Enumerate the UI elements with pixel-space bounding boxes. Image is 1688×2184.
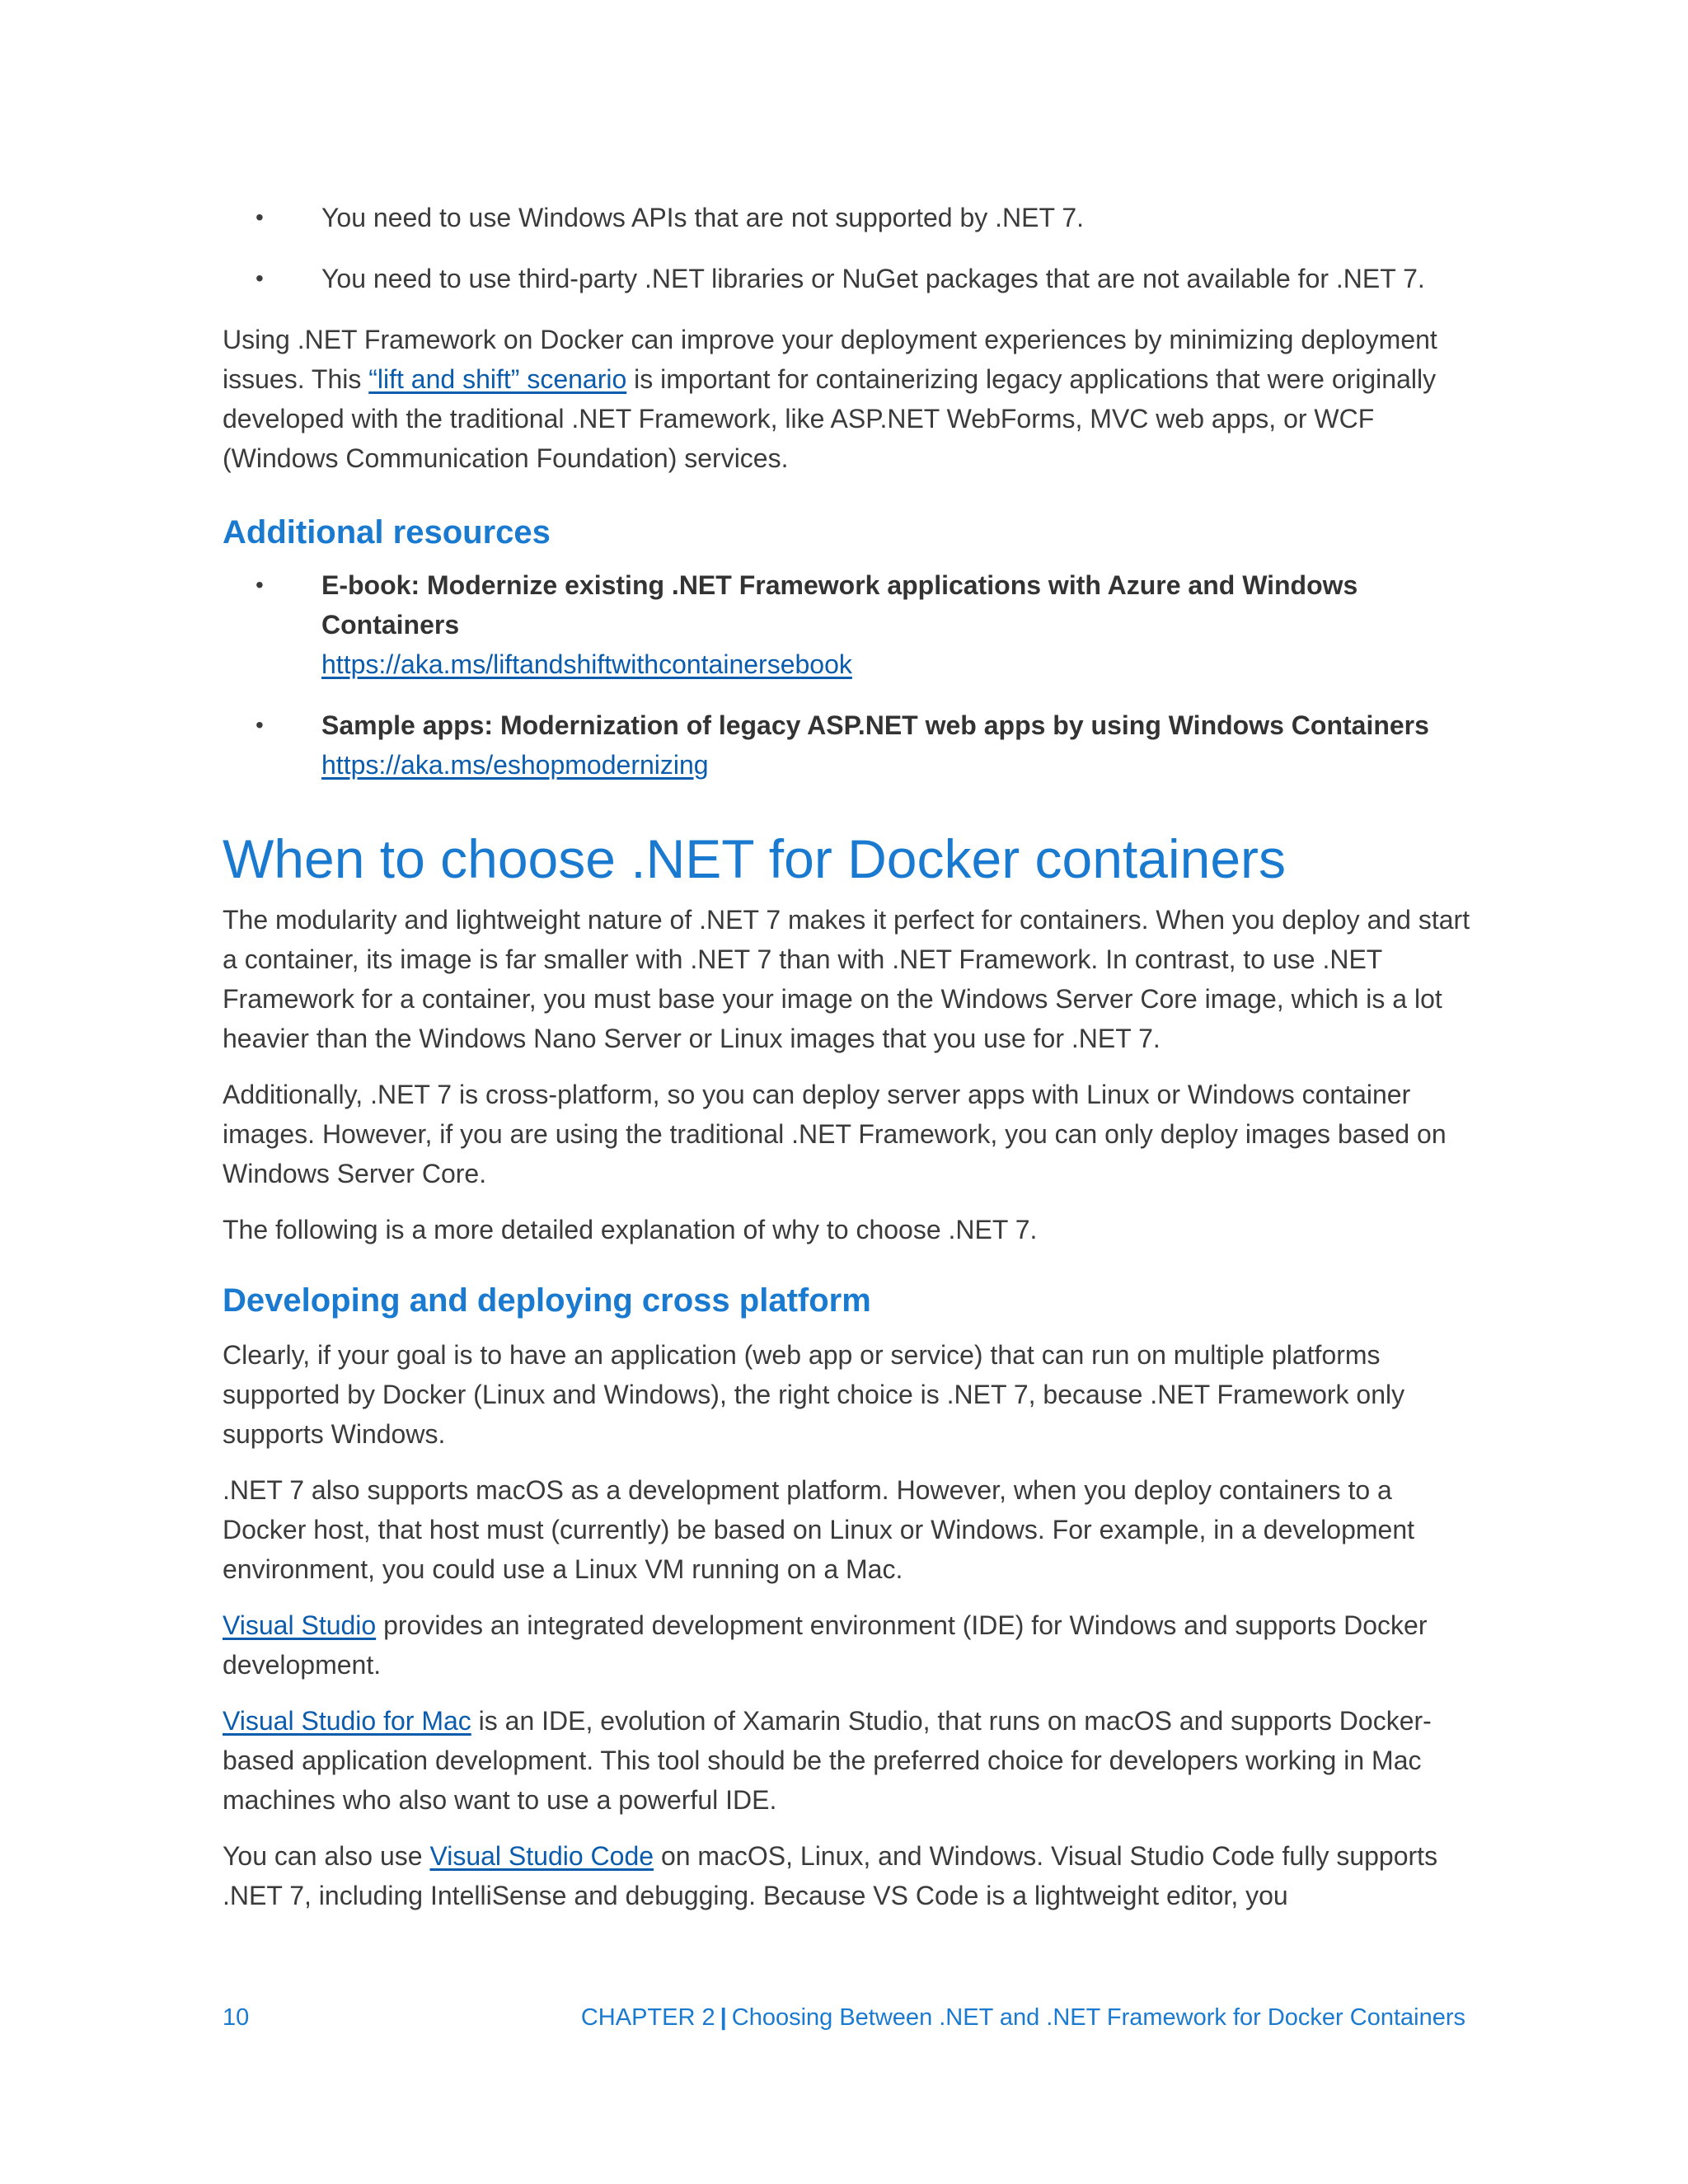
subsection-paragraph: Visual Studio for Mac is an IDE, evolution of Xamarin Studio, that runs on macOS and supports Docker-based application development. This tool should be the preferred choice for developers working in Mac machines who also want to use a powerful IDE. — [223, 1706, 1432, 1815]
page-number: 10 — [223, 2004, 250, 2031]
resource-link[interactable]: https://aka.ms/liftandshiftwithcontainersebook — [321, 649, 852, 679]
list-item — [223, 565, 1475, 684]
list-item-text: You need to use third-party .NET libraries or NuGet packages that are not available for .NET 7. — [321, 264, 1425, 293]
list-item-text: You need to use Windows APIs that are not supported by .NET 7. — [321, 203, 1085, 232]
subsection-heading: Developing and deploying cross platform — [223, 1282, 871, 1319]
visual-studio-for-mac-link[interactable]: Visual Studio for Mac — [223, 1706, 471, 1736]
subsection-paragraph: You can also use Visual Studio Code on macOS, Linux, and Windows. Visual Studio Code fully supports .NET 7, including IntelliSense and debugging. Because VS Code is a lightweight editor, you — [223, 1841, 1438, 1910]
visual-studio-link[interactable]: Visual Studio — [223, 1610, 377, 1640]
resources-list — [223, 565, 1475, 785]
bullet-icon: • — [256, 265, 264, 291]
page-content — [223, 198, 1475, 1915]
resource-title: E-book: Modernize existing .NET Framework applications with Azure and Windows Containers — [321, 570, 1358, 640]
lift-and-shift-link[interactable]: “lift and shift” scenario — [368, 364, 627, 394]
bullet-icon: • — [256, 572, 264, 598]
additional-resources-heading: Additional resources — [223, 514, 551, 551]
subsection-paragraph: Clearly, if your goal is to have an application (web app or service) that can run on multiple platforms supported by Docker (Linux and Windows), the right choice is .NET 7, because .NET Framework only supports Windows. — [223, 1340, 1405, 1449]
visual-studio-code-link[interactable]: Visual Studio Code — [429, 1841, 654, 1871]
list-item — [223, 259, 1475, 298]
resource-link[interactable]: https://aka.ms/eshopmodernizing — [321, 750, 709, 780]
bullet-icon: • — [256, 204, 264, 230]
section-paragraph: The modularity and lightweight nature of .NET 7 makes it perfect for containers. When you deploy and start a container, its image is far smaller with .NET 7 than with .NET Framework. In contrast, to use .NET Framework for a container, you must base your image on the Windows Server Core image, which is a lot heavier than the Windows Nano Server or Linux images that you use for .NET 7. — [223, 905, 1470, 1053]
bullet-icon: • — [256, 712, 264, 738]
section-heading: When to choose .NET for Docker containers — [223, 828, 1287, 889]
footer-separator: | — [720, 2004, 727, 2031]
list-item — [223, 198, 1475, 237]
resource-title: Sample apps: Modernization of legacy ASP.NET web apps by using Windows Containers — [321, 710, 1429, 740]
section-paragraph: The following is a more detailed explanation of why to choose .NET 7. — [223, 1215, 1038, 1244]
list-item — [223, 705, 1475, 785]
chapter-label: CHAPTER 2 | Choosing Between .NET and .NET Framework for Docker Containers — [580, 2004, 1465, 2031]
subsection-paragraph: Visual Studio provides an integrated development environment (IDE) for Windows and supports Docker development. — [223, 1610, 1428, 1680]
section-paragraph: Additionally, .NET 7 is cross-platform, so you can deploy server apps with Linux or Windows container images. However, if you are using the traditional .NET Framework, you can only deploy images based on Windows Server Core. — [223, 1080, 1447, 1188]
page-footer — [223, 2001, 1465, 2034]
subsection-paragraph: .NET 7 also supports macOS as a development platform. However, when you deploy containers to a Docker host, that host must (currently) be based on Linux or Windows. For example, in a development environment, you could use a Linux VM running on a Mac. — [223, 1475, 1415, 1584]
requirements-list — [223, 198, 1475, 298]
intro-paragraph: Using .NET Framework on Docker can improve your deployment experiences by minimizing deployment issues. This “lift and shift” scenario is important for containerizing legacy applications that were originally developed with the traditional .NET Framework, like ASP.NET WebForms, MVC web apps, or WCF (Windows Communication Foundation) services. — [223, 325, 1437, 473]
